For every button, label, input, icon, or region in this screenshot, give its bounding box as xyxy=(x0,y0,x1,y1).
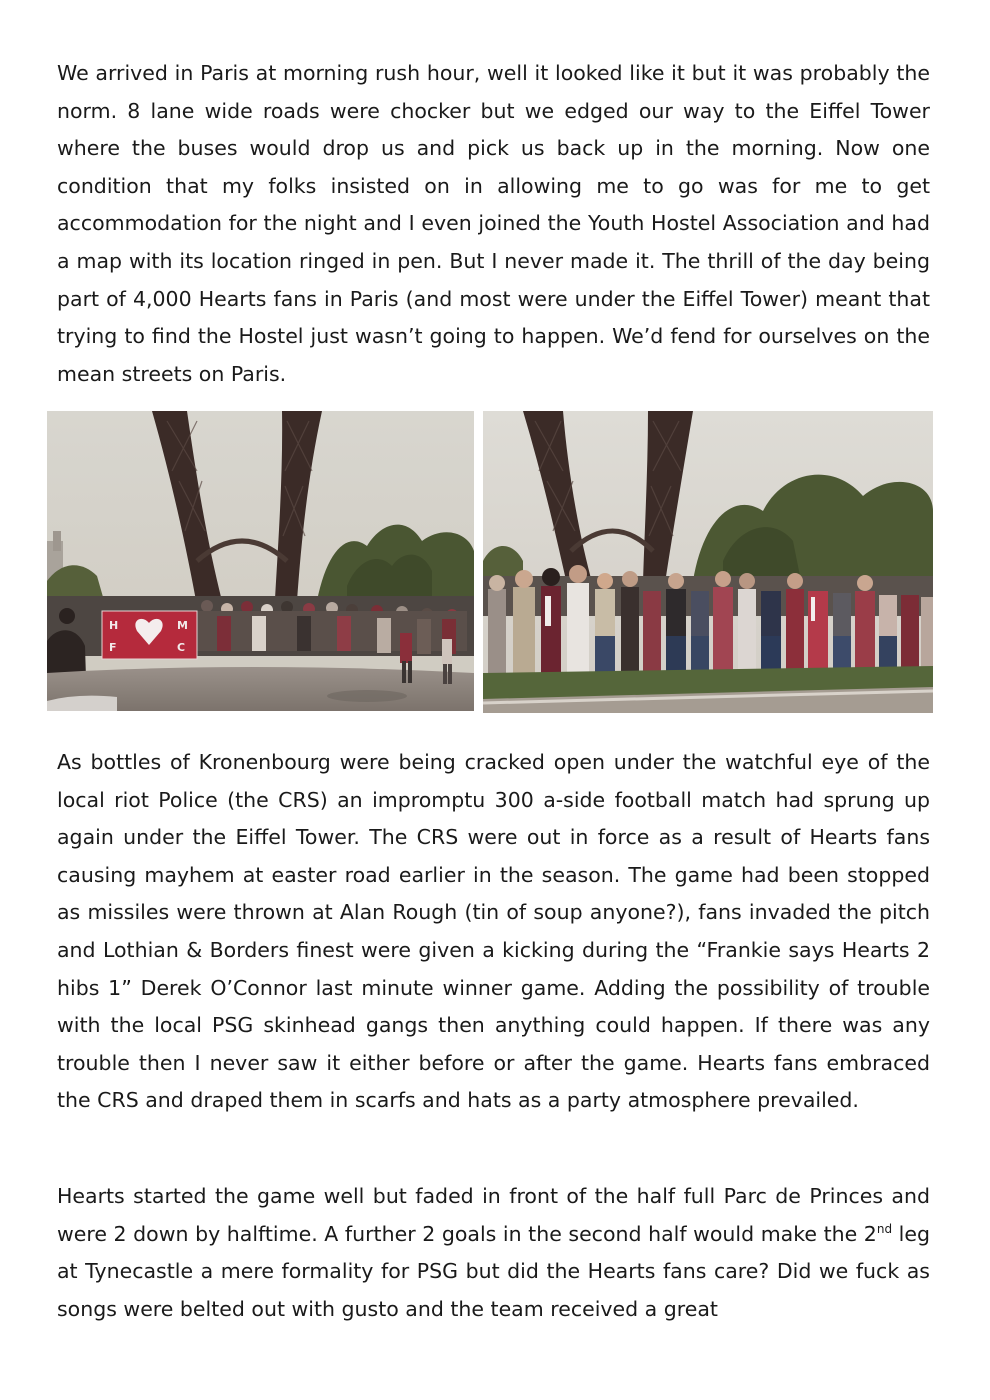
banner-letter-h: H xyxy=(109,619,119,632)
ordinal-superscript: nd xyxy=(876,1221,893,1236)
banner-letter-f: F xyxy=(109,641,117,654)
paragraph-kronenbourg: As bottles of Kronenbourg were being cracked open under the watchful eye of the local riot Police (the CRS) an impromptu 300 a-side football match had sprung up again under the Eiffel Tower. The CRS were out in force as a result of Hearts fans causing mayhem at easter road earlier in the season. The game had been stopped as missiles were thrown at Alan Rough (tin of soup anyone?), fans invaded the pitch and Lothian & Borders finest were given a kicking during the “Frankie says Hearts 2 hibs 1” Derek O’Connor last minute winner game. Adding the possibility of trouble with the local PSG skinhead gangs then anything could happen. If there was any trouble then I never saw it either before or after the game. Hearts fans embraced the CRS and draped them in scarfs and hats as a party atmosphere prevailed. xyxy=(57,750,930,1113)
paragraph-arrival: We arrived in Paris at morning rush hour, well it looked like it but it was probably the norm. 8 lane wide roads were chocker but we edged our way to the Eiffel Tower where the buses would drop us and pick us back up in the morning. Now one condition that my folks insisted on in allowing me to go was for me to get accommodation for the night and I even joined the Youth Hostel Association and had a map with its location ringed in pen. But I never made it. The thrill of the day being part of 4,000 Hearts fans in Paris (and most were under the Eiffel Tower) meant that trying to find the Hostel just wasn’t going to happen. We’d fend for ourselves on the mean streets on Paris. xyxy=(57,61,930,386)
paragraph-match-end: leg at Tynecastle a mere formality for PSG but did the Hearts fans care? Did we fuck as songs were belted out with gusto and the team received a great xyxy=(57,1221,930,1321)
photo-fans-lined-up-image xyxy=(483,411,933,713)
banner-letter-c: C xyxy=(177,641,186,654)
photo-fans-lined-up xyxy=(483,411,933,713)
photo-fans-with-banner-image xyxy=(47,411,474,711)
photo-fans-with-banner xyxy=(47,411,474,711)
paragraph-match-start: Hearts started the game well but faded in front of the half full Parc de Princes and were 2 down by halftime. A further 2 goals in the second half would make the 2 xyxy=(57,1184,930,1246)
banner-letter-m: M xyxy=(177,619,188,632)
photo-row xyxy=(47,411,933,713)
paragraph-match xyxy=(57,1178,930,1328)
